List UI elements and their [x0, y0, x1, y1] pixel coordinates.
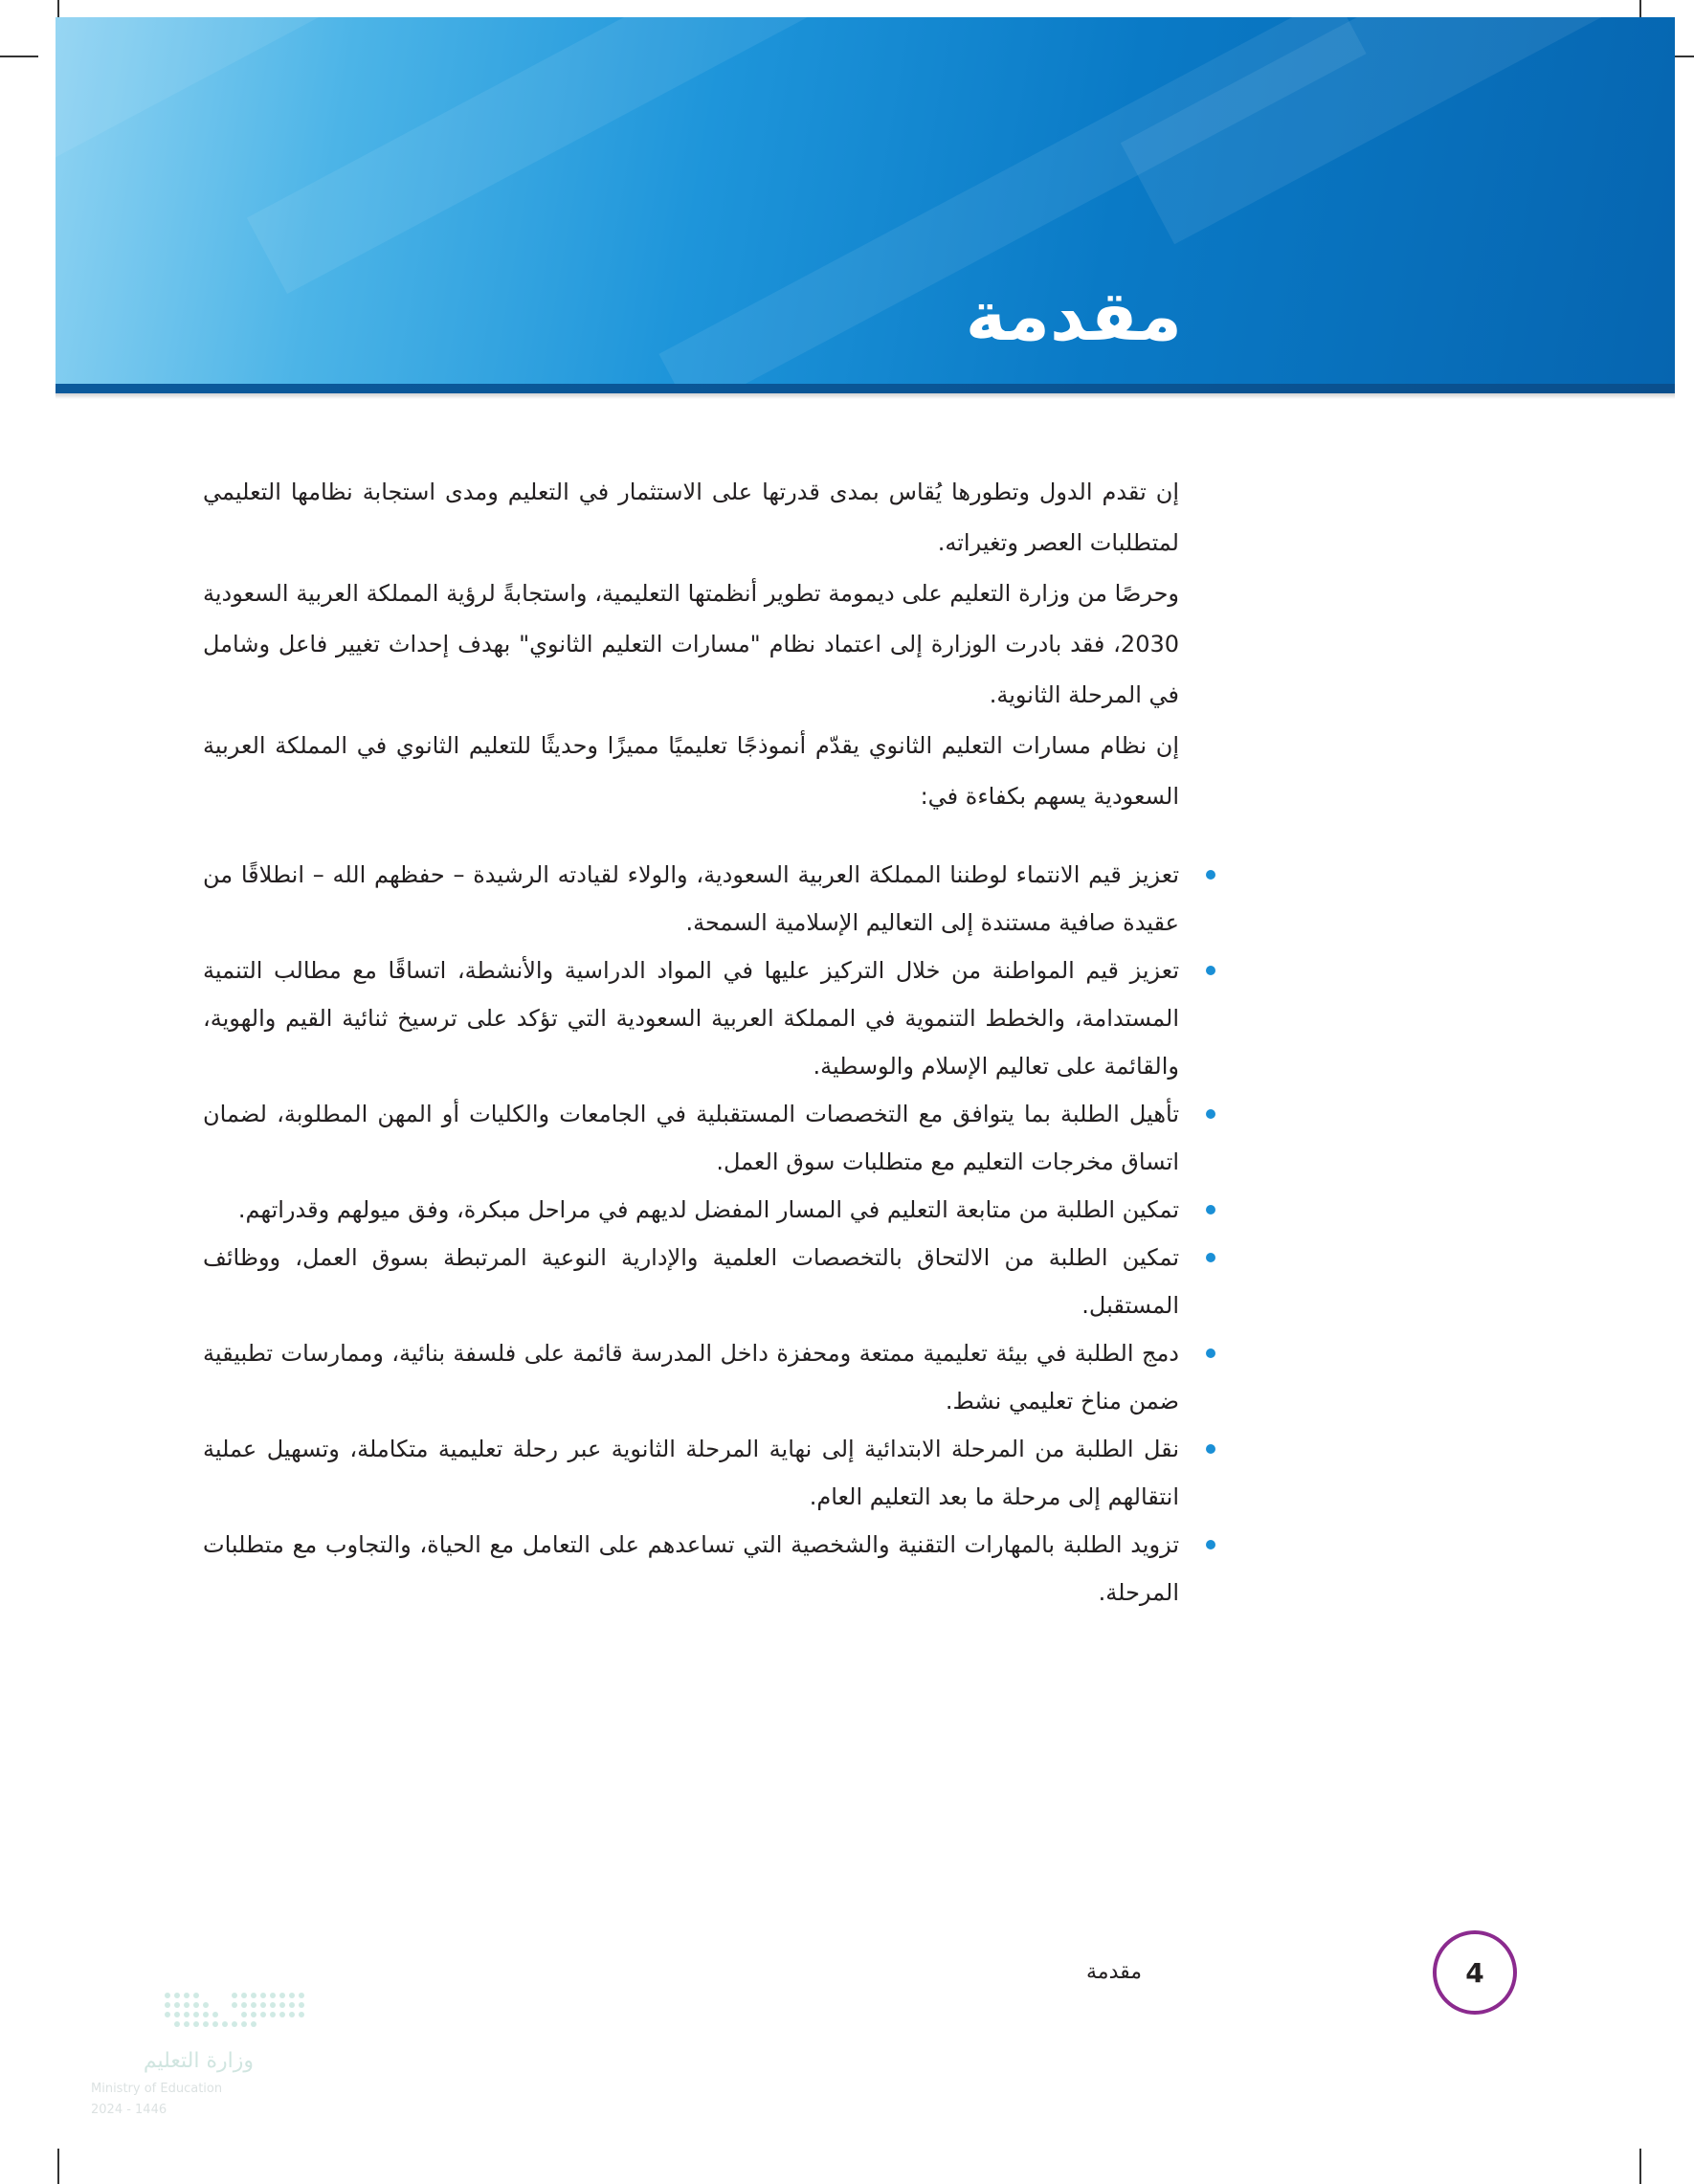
logo-text-ar: وزارة التعليم	[143, 2049, 254, 2073]
list-item	[203, 1329, 1179, 1425]
bullet-text: تعزيز قيم الانتماء لوطننا المملكة العربية السعودية، والولاء لقيادته الرشيدة – حفظهم الله – انطلاقًا من عقيدة صافية مستندة إلى التعاليم الإسلامية السمحة.	[203, 861, 1179, 936]
list-item	[203, 1090, 1179, 1186]
intro-paragraph: وحرصًا من وزارة التعليم على ديمومة تطوير أنظمتها التعليمية، واستجابةً لرؤية المملكة العربية السعودية 2030، فقد بادرت الوزارة إلى اعتماد نظام "مسارات التعليم الثانوي" بهدف إحداث تغيير فاعل وشامل في المرحلة الثانوية.	[203, 580, 1179, 708]
intro-paragraph: إن نظام مسارات التعليم الثانوي يقدّم أنموذجًا تعليميًا مميزًا وحديثًا للتعليم الثانوي في المملكة العربية السعودية يسهم بكفاءة في:	[203, 732, 1179, 810]
bullet-text: تعزيز قيم المواطنة من خلال التركيز عليها في المواد الدراسية والأنشطة، اتساقًا مع مطالب التنمية المستدامة، والخطط التنموية في المملكة العربية السعودية التي تؤكد على ترسيخ ثنائية القيم والهوية، والقائمة على تعاليم الإسلام والوسطية.	[203, 957, 1179, 1080]
crop-mark	[0, 56, 38, 57]
ministry-logo	[91, 1986, 311, 2153]
logo-text-en: Ministry of Education	[91, 2082, 223, 2096]
crop-mark	[57, 2149, 59, 2184]
banner-streak	[1121, 17, 1675, 244]
footer-section-label: مقدمة	[1086, 1960, 1143, 1984]
list-item	[203, 851, 1179, 947]
bullet-icon	[1206, 1348, 1215, 1358]
page-title: مقدمة	[965, 276, 1182, 356]
bullet-icon	[1206, 1205, 1215, 1215]
logo-year: 2024 - 1446	[91, 2103, 167, 2117]
crop-mark	[1639, 2149, 1641, 2184]
bullet-icon	[1206, 870, 1215, 880]
bullet-list	[203, 851, 1179, 1616]
bullet-text: تأهيل الطلبة بما يتوافق مع التخصصات المستقبلية في الجامعات والكليات أو المهن المطلوبة، لضمان اتساق مخرجات التعليم مع متطلبات سوق العمل.	[203, 1101, 1179, 1175]
bullet-icon	[1206, 1444, 1215, 1454]
banner-shadow	[56, 393, 1675, 399]
banner-streak	[247, 17, 879, 294]
bullet-text: تزويد الطلبة بالمهارات التقنية والشخصية التي تساعدهم على التعامل مع الحياة، والتجاوب مع متطلبات المرحلة.	[203, 1531, 1179, 1606]
bullet-text: دمج الطلبة في بيئة تعليمية ممتعة ومحفزة داخل المدرسة قائمة على فلسفة بنائية، وممارسات تطبيقية ضمن مناخ تعليمي نشط.	[203, 1340, 1179, 1415]
banner-bottom-stripe	[56, 384, 1675, 393]
list-item	[203, 1234, 1179, 1329]
list-item	[203, 1186, 1179, 1234]
bullet-text: نقل الطلبة من المرحلة الابتدائية إلى نهاية المرحلة الثانوية عبر رحلة تعليمية متكاملة، وتسهيل عملية انتقالهم إلى مرحلة ما بعد التعليم العام.	[203, 1436, 1179, 1510]
intro-paragraph: إن تقدم الدول وتطورها يُقاس بمدى قدرتها على الاستثمار في التعليم ومدى استجابة نظامها التعليمي لمتطلبات العصر وتغيراته.	[203, 479, 1179, 556]
bullet-icon	[1206, 966, 1215, 975]
main-content	[203, 467, 1179, 1616]
bullet-text: تمكين الطلبة من الالتحاق بالتخصصات العلمية والإدارية النوعية المرتبطة بسوق العمل، ووظائف المستقبل.	[203, 1244, 1179, 1319]
bullet-icon	[1206, 1109, 1215, 1119]
list-item	[203, 947, 1179, 1090]
ministry-logo-icon	[91, 1986, 321, 2043]
bullet-icon	[1206, 1540, 1215, 1549]
header-banner	[56, 17, 1675, 384]
list-item	[203, 1425, 1179, 1521]
bullet-text: تمكين الطلبة من متابعة التعليم في المسار المفضل لديهم في مراحل مبكرة، وفق ميولهم وقدراتهم.	[237, 1196, 1179, 1223]
page-number: 4	[1433, 1930, 1517, 2015]
bullet-icon	[1206, 1253, 1215, 1262]
list-item	[203, 1521, 1179, 1616]
